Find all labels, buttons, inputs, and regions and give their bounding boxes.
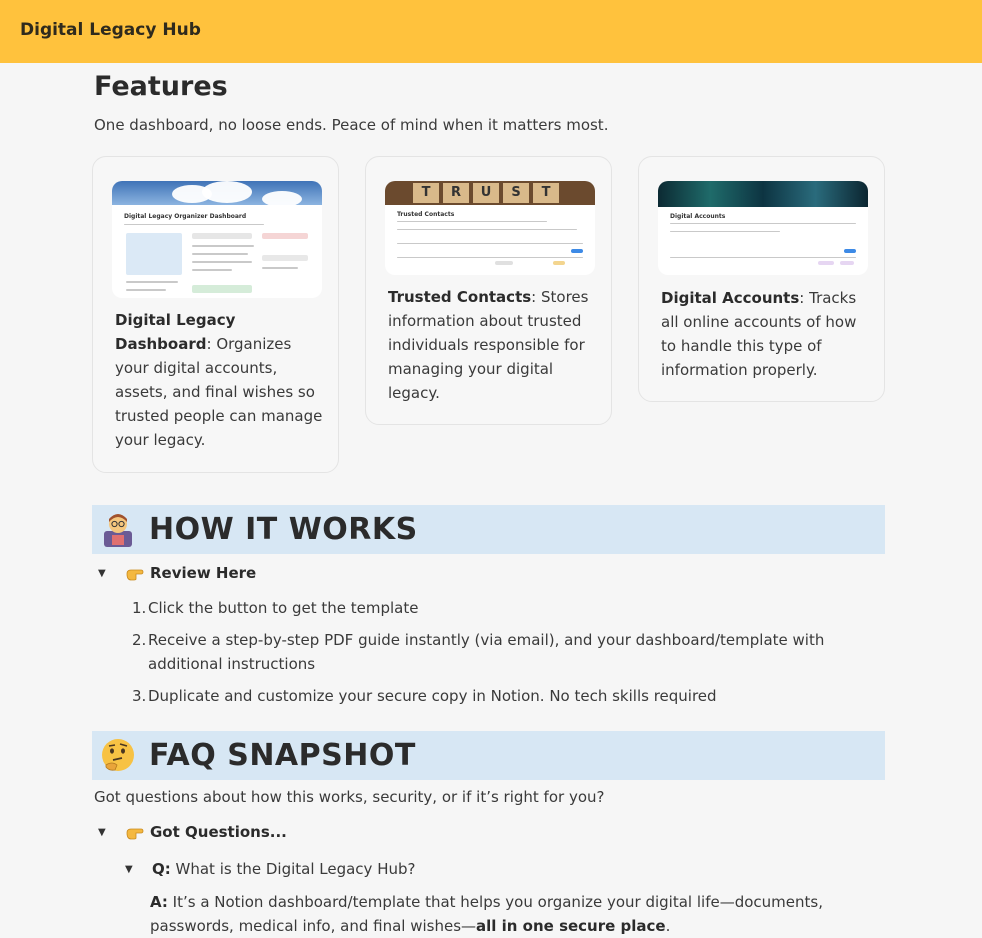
preview-tag: [495, 261, 513, 265]
preview-title: Trusted Contacts: [397, 211, 455, 218]
preview-title: Digital Accounts: [670, 213, 726, 220]
faq-intro: Got questions about how this works, security, or if it’s right for you?: [94, 788, 605, 806]
feature-card-text: Digital Accounts: Tracks all online accounts of how to handle this type of information properly.: [661, 289, 857, 379]
top-header-bar: [0, 0, 982, 63]
preview-box: [262, 233, 308, 239]
feature-name: Digital Accounts: [661, 289, 800, 307]
step-text: Click the button to get the template: [148, 599, 419, 617]
preview-line: [397, 243, 583, 244]
features-subtitle: One dashboard, no loose ends. Peace of mind when it matters most.: [94, 116, 609, 134]
dashboard-preview-image: [112, 181, 322, 298]
step-number: 2.: [132, 631, 147, 649]
got-questions-toggle[interactable]: Got Questions...: [150, 823, 287, 841]
teacher-emoji-icon: [100, 511, 136, 547]
answer-text: It’s a Notion dashboard/template that helps you organize your digital life—documents, passwords, medical info, and final wishes—: [150, 893, 823, 935]
pointing-hand-icon: [126, 826, 144, 840]
preview-line: [670, 257, 856, 258]
thinking-face-icon: [100, 737, 136, 773]
preview-tag: [553, 261, 565, 265]
preview-tag: [818, 261, 834, 265]
preview-button: [844, 249, 856, 253]
letter-tile: S: [503, 183, 529, 203]
question-text: What is the Digital Legacy Hub?: [175, 860, 416, 878]
toggle-arrow-icon[interactable]: ▼: [98, 568, 106, 579]
preview-title: Digital Legacy Organizer Dashboard: [124, 213, 247, 220]
feature-card-trusted-contacts[interactable]: [365, 156, 612, 425]
feature-name: Trusted Contacts: [388, 288, 532, 306]
preview-button: [571, 249, 583, 253]
preview-line: [397, 257, 583, 258]
preview-line: [397, 221, 547, 222]
tech-banner: [658, 181, 868, 207]
preview-line: [192, 245, 254, 247]
features-heading: Features: [94, 71, 228, 102]
toggle-arrow-icon[interactable]: ▼: [125, 864, 133, 875]
preview-welcome-box: [126, 233, 182, 275]
letter-tile: R: [443, 183, 469, 203]
feature-description: Tracks all online accounts of how to handle this type of information properly.: [661, 289, 857, 379]
digital-accounts-preview-image: [658, 181, 868, 275]
feature-card-dashboard[interactable]: [92, 156, 339, 473]
preview-box: [192, 285, 252, 293]
feature-name: Digital Legacy Dashboard: [115, 311, 236, 353]
preview-box: [262, 255, 308, 261]
preview-line: [124, 224, 264, 225]
how-it-works-heading-bar: [92, 505, 885, 554]
feature-description: Stores information about trusted individuals responsible for managing your digital legacy.: [388, 288, 589, 402]
answer-emphasis: all in one secure place: [476, 917, 666, 935]
preview-line: [670, 223, 856, 224]
feature-description: Organizes your digital accounts, assets, and final wishes so trusted people can manage your legacy.: [115, 335, 323, 449]
preview-line: [670, 231, 780, 232]
question-prefix: Q:: [152, 860, 171, 878]
review-here-toggle[interactable]: Review Here: [150, 564, 257, 582]
preview-line: [192, 261, 252, 263]
preview-line: [126, 289, 166, 291]
faq-heading-bar: [92, 731, 885, 780]
step-text: Duplicate and customize your secure copy in Notion. No tech skills required: [148, 687, 717, 705]
preview-line: [397, 229, 577, 230]
answer-end: .: [665, 917, 671, 935]
preview-line: [262, 267, 298, 269]
letter-tile: T: [413, 183, 439, 203]
preview-line: [126, 281, 178, 283]
how-it-works-title: HOW IT WORKS: [149, 512, 418, 547]
trusted-contacts-preview-image: [385, 181, 595, 275]
preview-line: [192, 269, 232, 271]
cloud-shape: [262, 191, 302, 207]
letter-tile: U: [473, 183, 499, 203]
pointing-hand-icon: [126, 567, 144, 581]
preview-line: [192, 253, 248, 255]
page-content: [0, 63, 982, 934]
cloud-shape: [202, 181, 252, 203]
faq-title: FAQ SNAPSHOT: [149, 738, 416, 773]
answer-prefix: A:: [150, 893, 168, 911]
step-text: Receive a step-by-step PDF guide instantly (via email), and your dashboard/template with additional instructions: [148, 631, 825, 673]
letter-tile: T: [533, 183, 559, 203]
site-title[interactable]: Digital Legacy Hub: [20, 20, 201, 40]
step-number: 3.: [132, 687, 147, 705]
scrabble-tiles-banner: [385, 181, 595, 205]
preview-tag: [840, 261, 854, 265]
step-number: 1.: [132, 599, 147, 617]
faq-question[interactable]: [152, 857, 852, 881]
toggle-arrow-icon[interactable]: ▼: [98, 827, 106, 838]
feature-card-text: Trusted Contacts: Stores information about trusted individuals responsible for managing your digital legacy.: [388, 288, 589, 402]
feature-card-digital-accounts[interactable]: [638, 156, 885, 402]
faq-answer: [150, 890, 850, 938]
preview-box: [192, 233, 252, 239]
feature-card-text: Digital Legacy Dashboard: Organizes your digital accounts, assets, and final wishes so trusted people can manage your legacy.: [115, 311, 323, 449]
